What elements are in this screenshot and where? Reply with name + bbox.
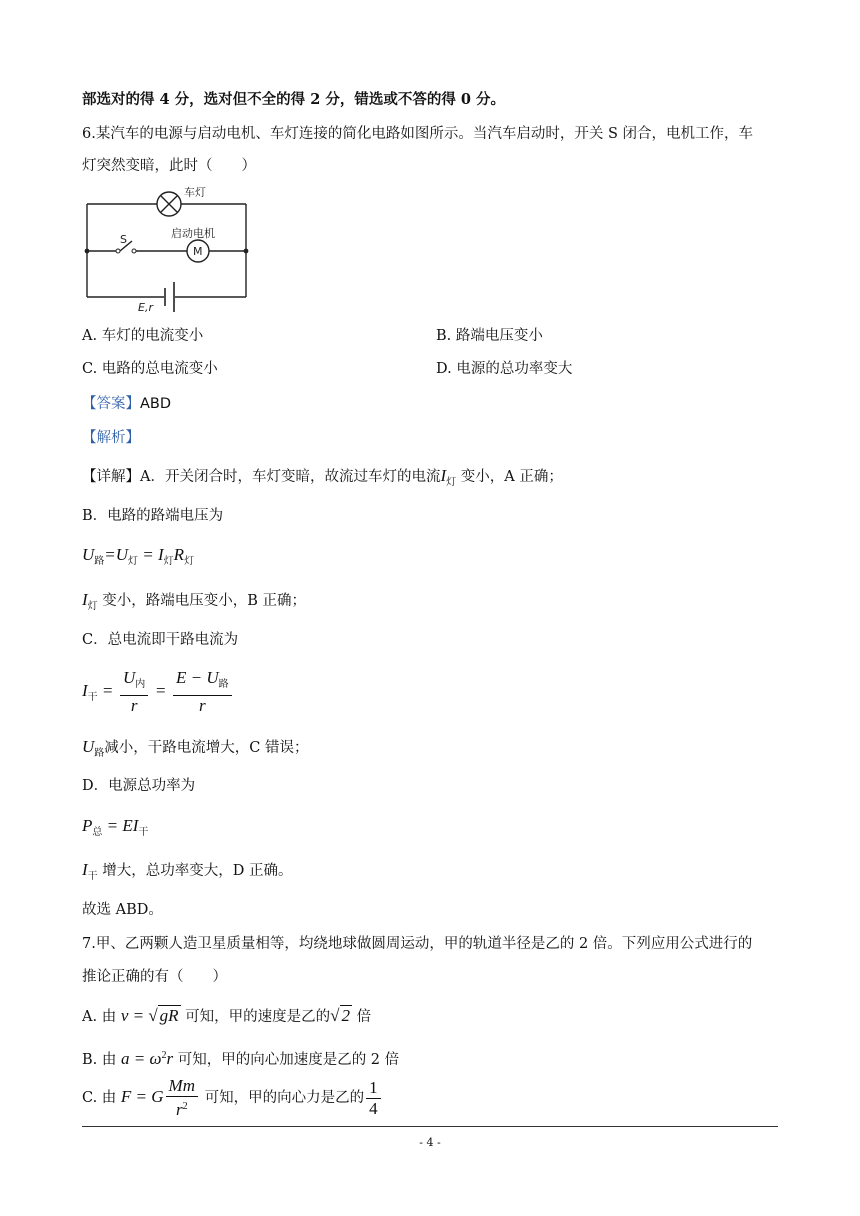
detail-b: B．电路的路端电压为 (82, 508, 224, 524)
answer-line (82, 394, 171, 414)
detail-c: C．总电流即干路电流为 (82, 632, 239, 648)
q6-option-b: B. 路端电压变小 (436, 328, 543, 344)
detail-b2: $I_灯$ 变小，路端电压变小，B 正确； (82, 590, 307, 612)
switch-label: S (120, 233, 127, 246)
detail-a: 【详解】A．开关闭合时，车灯变暗，故流过车灯的电流$I_灯$ 变小，A 正确； (82, 466, 563, 488)
q6-stem-line1: 6.某汽车的电源与启动电机、车灯连接的简化电路如图所示。当汽车启动时，开关 S 闭合，电机工作，车 (82, 126, 753, 142)
page-number: - 4 - (419, 1136, 441, 1149)
detail-d2: $I_干$ 增大，总功率变大，D 正确。 (82, 860, 293, 882)
detail-c2: $U_路$减小，干路电流增大，C 错误； (82, 737, 309, 759)
circuit-diagram (80, 184, 255, 316)
q7-stem-line2: 推论正确的有（ ） (82, 969, 227, 985)
footer-rule (82, 1126, 778, 1127)
q6-stem-line2: 灯突然变暗，此时（ ） (82, 158, 256, 174)
q7-option-a: A. 由 v = √ gR 可知，甲的速度是乙的√ 2 倍 (82, 1006, 372, 1025)
q7-option-b: B. 由 $a = \omega^2r$ 可知，甲的向心加速度是乙的 2 倍 (82, 1049, 400, 1068)
conclusion: 故选 ABD。 (82, 902, 163, 918)
answer-tag: 【答案】 (82, 396, 140, 412)
source-label: E,r (138, 301, 153, 314)
analysis-tag: 【解析】 (82, 430, 140, 446)
motor-label: 启动电机 (171, 227, 215, 240)
q6-option-a: A. 车灯的电流变小 (82, 328, 204, 344)
formula-road-voltage: $U_路=U_灯 = I_灯R_灯$ (82, 545, 195, 567)
q6-option-c: C. 电路的总电流变小 (82, 361, 218, 377)
formula-total-current: $I_干$ = $\frac{U_内}{r}$ = $\frac{E - U_路}{r}$ (82, 668, 234, 716)
q7-stem-line1: 7.甲、乙两颗人造卫星质量相等，均绕地球做圆周运动，甲的轨道半径是乙的 2 倍。下列应用公式进行的 (82, 936, 753, 952)
detail-d: D．电源总功率为 (82, 778, 196, 794)
q6-option-d: D. 电源的总功率变大 (436, 361, 573, 377)
scoring-instruction: 部选对的得 4 分，选对但不全的得 2 分，错选或不答的得 0 分。 (82, 91, 506, 108)
motor-symbol: M (193, 245, 203, 258)
q7-option-c: C. 由 F = G $\frac{Mm}{r^2}$ 可知，甲的向心力是乙的 $\frac{1}{4}$ (82, 1076, 383, 1120)
answer-value: ABD (140, 396, 172, 412)
lamp-label: 车灯 (184, 186, 206, 199)
formula-total-power: $P_总 = EI_干$ (82, 816, 149, 838)
